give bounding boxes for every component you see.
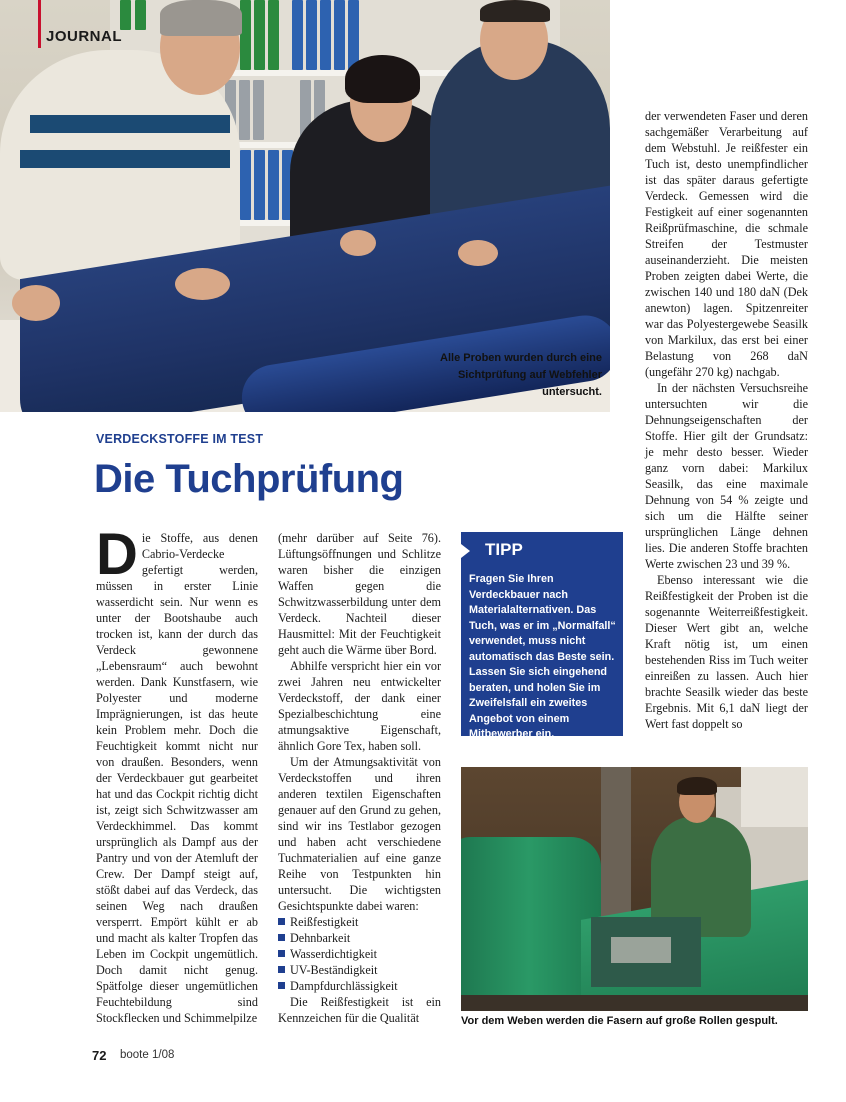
bullet-square-icon <box>278 918 285 925</box>
paragraph: Ebenso interessant wie die Reißfestigkeit der Proben ist die sogenannte Weiterreißfestigkeit. Dieser Wert gibt an, welche Kraft nötig ist, um einen bestehenden Riss im Tuch weiter einreißen zu lassen. Auch hier brachte Seasilk wieder das beste Ergebnis. Mit 6,1 daN liegt der Wert fast doppelt so <box>645 573 808 731</box>
bullet-square-icon <box>278 950 285 957</box>
page-number: 72 <box>92 1048 107 1063</box>
list-item: Wasserdichtigkeit <box>278 946 441 962</box>
paragraph: der verwendeten Faser und deren sachgemäßer Verarbeitung auf dem Webstuhl. Je reißfester ein Tuch ist, desto unempfindlicher ist das später daraus gefertigte Verdeck. Gemessen wird die Festigkeit auf einer sogenannten Reißprüfmaschine, die schmale Streifen der Testmuster auseinanderzieht. Die meisten Proben zeigten dabei Werte, die zwischen 140 und 180 daN (Dek anewton) lagen. Spitzenreiter war das Polyestergewebe Seasilk von Markilux, das erst bei einer Belastung von 268 daN (ungefähr 270 kg) nachgab. <box>645 109 808 379</box>
drop-cap: D <box>96 522 138 587</box>
list-item: Dehnbarkeit <box>278 930 441 946</box>
paragraph: Um der Atmungsaktivität von Verdeckstoffen und ihren anderen textilen Eigenschaften genauer auf den Grund zu gehen, sind wir ins Testlabor gezogen und haben acht verschiedene Tuchmaterialien auf eine ganze Reihe von Testpunkten hin untersucht. Die wichtigsten Gesichtspunkte dabei waren: <box>278 755 441 913</box>
paragraph: (mehr darüber auf Seite 76). Lüftungsöffnungen und Schlitze waren bisher die einzigen Waffen gegen die Schwitzwasserbildung unter dem Verdeck. Nachteil dieser Hausmittel: Mit der Feuchtigkeit geht auch die Wärme über Bord. <box>278 531 441 657</box>
section-label: JOURNAL <box>46 28 123 45</box>
arrow-right-icon <box>461 544 470 558</box>
top-photo-caption: Alle Proben wurden durch eine Sichtprüfung auf Webfehler untersucht. <box>440 352 602 398</box>
bullet-square-icon <box>278 966 285 973</box>
body-column-2 <box>278 530 441 1026</box>
tip-box <box>461 532 623 740</box>
paragraph: Abhilfe verspricht hier ein vor zwei Jahren neu entwickelter Verdeckstoff, der dank einer Spezialbeschichtung eine atmungsaktive Eigenschaft, ähnlich Gore Tex, haben soll. <box>278 659 441 753</box>
list-item: Reißfestigkeit <box>278 914 441 930</box>
paragraph: Die Reißfestigkeit ist ein Kennzeichen für die Qualität <box>278 995 441 1025</box>
body-column-3 <box>645 108 808 732</box>
bottom-photo-caption: Vor dem Weben werden die Fasern auf große Rollen gespult. <box>461 1015 778 1027</box>
list-item: UV-Beständigkeit <box>278 962 441 978</box>
lab-photo <box>0 0 610 412</box>
paragraph: In der nächsten Versuchsreihe untersuchten wir die Dehnungseigenschaften der Stoffe. Hier gilt der Grundsatz: je mehr desto besser. Wieder ganz vorn dabei: Markilux Seasilk, das eine maximale Dehnung von 54 % zeigte und sich um die Hälfte seiner ursprünglichen Länge dehnen lies. Die anderen Stoffe brachten Werte zwischen 23 und 39 %. <box>645 381 808 571</box>
tip-heading: TIPP <box>485 540 523 559</box>
body-column-1 <box>96 522 258 1026</box>
bullet-square-icon <box>278 982 285 989</box>
criteria-list <box>278 914 441 994</box>
tip-text: Fragen Sie Ihren Verdeckbauer nach Materialalternativen. Das Tuch, was er im „Normalfall“ verwendet, muss nicht automatisch das Beste sein. Lassen Sie sich eingehend beraten, und holen Sie im Zweifelsfall ein zweites Angebot von einem Mitbewerber ein. <box>469 573 616 740</box>
bullet-square-icon <box>278 934 285 941</box>
spooling-photo <box>461 767 808 1011</box>
issue-label: boote 1/08 <box>120 1049 175 1061</box>
article-kicker: VERDECKSTOFFE IM TEST <box>96 432 264 446</box>
list-item: Dampfdurchlässigkeit <box>278 978 441 994</box>
paragraph: ie Stoffe, aus denen Cabrio-Verdecke gefertigt werden, müssen in erster Linie wasserdicht sein. Nur wenn es unter der Bootshaube auch trocken ist, kann der durch das Verdeck gewonnene „Lebensraum“ auch bewohnt werden. Dank Kunstfasern, wie Polyester und moderne Imprägnierungen, ist das heute kein Problem mehr. Doch die Feuchtigkeit kommt nicht nur von draußen. Besonders, wenn der Verdeckbauer gut gearbeitet hat und das Cockpit richtig dicht ist, zeigt sich Schwitzwasser am Verdeckhimmel. Das kommt ursprünglich als Dampf aus der Pantry und von der Atemluft der Crew. Der Dampf steigt auf, stößt dabei auf das Verdeck, das seinen Weg nach draußen versperrt. Empört kühlt er ab und macht als kalter Tropfen das Leben im Cockpit ungemütlich. Doch damit nicht genug. Spätfolge dieser ungemütlichen Feuchtebildung sind Stockflecken und Schimmelpilze <box>96 531 258 1025</box>
section-marker <box>38 0 41 48</box>
article-title: Die Tuchprüfung <box>94 457 404 501</box>
